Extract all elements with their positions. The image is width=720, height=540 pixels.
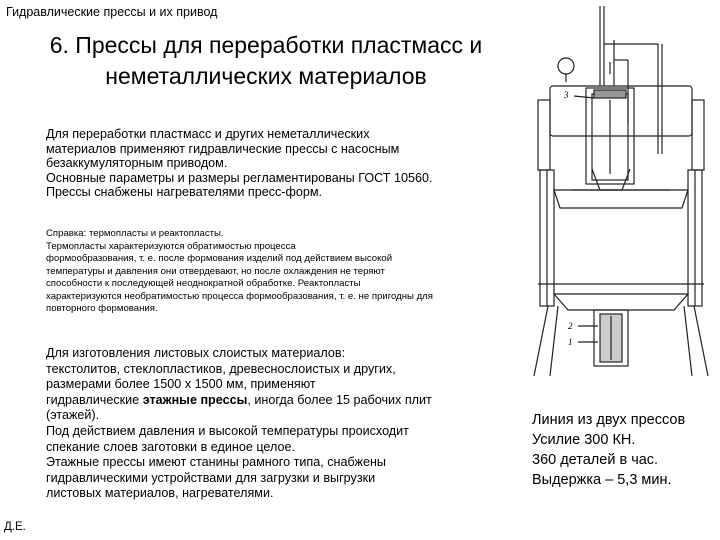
reference-line: Термопласты характеризуются обратимостью процесса: [46, 240, 296, 252]
reference-line: Справка: термопласты и реактопласты.: [46, 228, 224, 239]
sheet-line: Для изготовления листовых слоистых материалов:: [46, 346, 346, 360]
reference-line: характеризуются необратимостью процесса формообразования, т. е. не пригодны для: [46, 290, 433, 302]
press-line-note: [532, 410, 685, 490]
drawing-label: 2: [568, 321, 573, 331]
sheet-line: [46, 393, 496, 409]
author-initials: Д.Е.: [4, 521, 26, 533]
sheet-line: Под действием давления и высокой температуры происходит: [46, 423, 409, 438]
sheet-text: , иногда более 15 рабочих плит: [247, 392, 432, 407]
intro-line: Основные параметры и размеры регламентированы ГОСТ 10560.: [46, 170, 433, 185]
note-line: Линия из двух прессов: [532, 412, 686, 428]
title-line-1: 6. Прессы для переработки пластмасс и: [49, 32, 483, 58]
drawing-label: 3: [564, 90, 569, 100]
sheet-line: листовых материалов, нагревателями.: [46, 486, 274, 501]
drawing-label: 1: [568, 337, 573, 347]
note-line: Усилие 300 КН.: [532, 432, 636, 448]
note-line: Выдержка – 5,3 мин.: [532, 472, 672, 488]
slide-header: Гидравлические прессы и их привод: [6, 5, 218, 19]
intro-line: Для переработки пластмасс и других неметаллических: [46, 127, 370, 141]
reference-paragraph: [46, 228, 494, 316]
intro-paragraph: [46, 127, 496, 200]
sheet-line: текстолитов, стеклопластиков, древеснослоистых и других,: [46, 361, 396, 376]
sheet-materials-paragraph: [46, 346, 496, 502]
title-line-2: неметаллических материалов: [105, 63, 427, 89]
reference-line: повторного формования.: [46, 303, 158, 314]
sheet-line: размерами более 1500 х 1500 мм, применяют: [46, 377, 316, 392]
intro-line: безаккумуляторным приводом.: [46, 156, 228, 171]
note-line: 360 деталей в час.: [532, 452, 659, 468]
press-drawing: [528, 4, 714, 376]
reference-line: формообразования, т. е. после формования изделий под действием высокой: [46, 253, 393, 264]
sheet-line: Этажные прессы имеют станины рамного типа, снабжены: [46, 455, 386, 470]
sheet-bold-term: этажные прессы: [142, 392, 248, 407]
sheet-text: гидравлические: [46, 392, 143, 407]
sheet-line: спекание слоев заготовки в единое целое.: [46, 439, 295, 454]
slide-title: [6, 30, 526, 92]
intro-line: материалов применяют гидравлические прессы с насосным: [46, 141, 400, 156]
intro-line: Прессы снабжены нагревателями пресс-форм.: [46, 185, 323, 200]
reference-line: способности к последующей неоднократной обработке. Реактопласты: [46, 278, 361, 289]
reference-line: температуры и давления они отвердевают, но после охлаждения не теряют: [46, 265, 385, 277]
sheet-line: (этажей).: [46, 408, 100, 423]
sheet-line: гидравлическими устройствами для загрузки и выгрузки: [46, 470, 376, 485]
